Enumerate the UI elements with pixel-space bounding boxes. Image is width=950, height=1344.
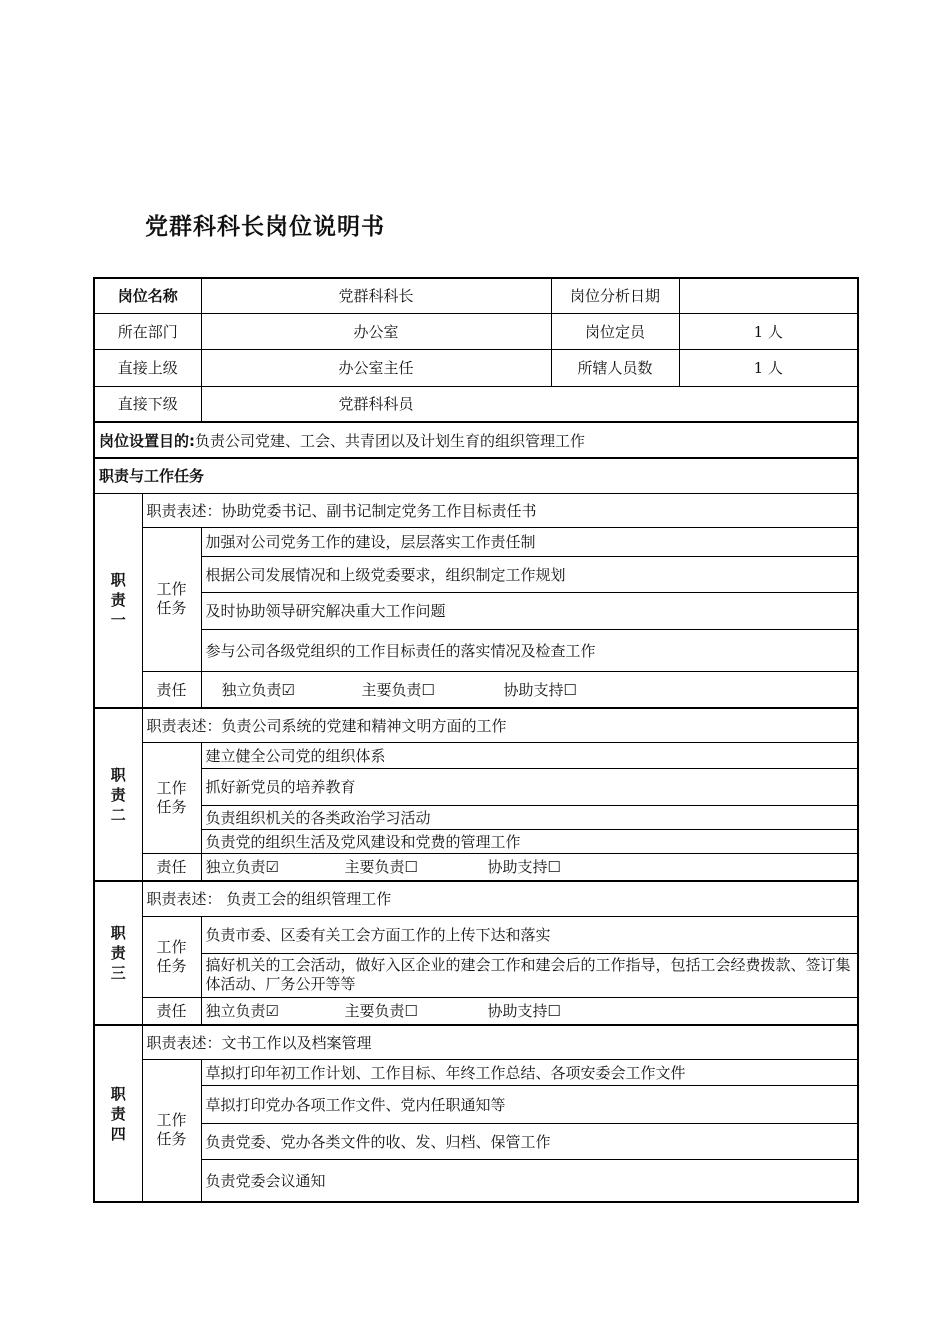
option-independent: 独立负责☑ — [205, 1002, 279, 1021]
duty-2-statement: 职责表述：负责公司系统的党建和精神文明方面的工作 — [142, 708, 858, 742]
duty-3-statement: 职责表述： 负责工会的组织管理工作 — [142, 881, 858, 916]
duty-3-work-task-label: 工作任务 — [142, 916, 201, 997]
staff-count-label: 所辖人员数 — [551, 349, 679, 386]
task-item: 搞好机关的工会活动，做好入区企业的建会工作和建会后的工作指导，包括工会经费拨款、签订集体活动、厂务公开等等 — [201, 953, 858, 997]
duty-3-responsibility-options — [201, 997, 858, 1025]
duty-3-responsibility-label: 责任 — [142, 997, 201, 1025]
task-item: 参与公司各级党组织的工作目标责任的落实情况及检查工作 — [201, 629, 858, 671]
duty-1-work-task-label: 工作任务 — [142, 527, 201, 671]
option-assist: 协助支持☐ — [487, 858, 561, 877]
task-item: 及时协助领导研究解决重大工作问题 — [201, 592, 858, 629]
option-independent: 独立负责☑ — [205, 858, 279, 877]
department-value: 办公室 — [201, 313, 551, 349]
duty-2-label: 职责二 — [94, 708, 142, 881]
task-item: 建立健全公司党的组织体系 — [201, 742, 858, 768]
subordinate-value: 党群科科员 — [201, 386, 858, 422]
duties-header: 职责与工作任务 — [94, 458, 858, 493]
duty-1-label: 职责一 — [94, 493, 142, 708]
duty-4-statement: 职责表述：文书工作以及档案管理 — [142, 1025, 858, 1059]
task-item: 草拟打印党办各项工作文件、党内任职通知等 — [201, 1085, 858, 1123]
duty-2-responsibility-options — [201, 853, 858, 881]
duty-3-label: 职责三 — [94, 881, 142, 1025]
headcount-label: 岗位定员 — [551, 313, 679, 349]
task-item: 负责党委会议通知 — [201, 1159, 858, 1202]
subordinate-label: 直接下级 — [94, 386, 201, 422]
position-name-value: 党群科科长 — [201, 278, 551, 313]
task-item: 抓好新党员的培养教育 — [201, 768, 858, 805]
task-item: 加强对公司党务工作的建设，层层落实工作责任制 — [201, 527, 858, 556]
department-label: 所在部门 — [94, 313, 201, 349]
duty-1-statement: 职责表述：协助党委书记、副书记制定党务工作目标责任书 — [142, 493, 858, 527]
task-item: 草拟打印年初工作计划、工作目标、年终工作总结、各项安委会工作文件 — [201, 1059, 858, 1085]
duty-1-responsibility-label: 责任 — [142, 671, 201, 708]
superior-label: 直接上级 — [94, 349, 201, 386]
duty-4-label: 职责四 — [94, 1025, 142, 1202]
duty-2-work-task-label: 工作任务 — [142, 742, 201, 853]
duty-4-work-task-label: 工作任务 — [142, 1059, 201, 1202]
task-item: 根据公司发展情况和上级党委要求，组织制定工作规划 — [201, 556, 858, 592]
headcount-value: 1 人 — [679, 313, 858, 349]
superior-value: 办公室主任 — [201, 349, 551, 386]
analysis-date-label: 岗位分析日期 — [551, 278, 679, 313]
purpose-label: 岗位设置目的: — [99, 431, 195, 450]
duty-1-responsibility-options — [201, 671, 858, 708]
analysis-date-value — [679, 278, 858, 313]
option-main: 主要负责☐ — [344, 858, 418, 877]
purpose-text: 负责公司党建、工会、共青团以及计划生育的组织管理工作 — [195, 431, 586, 450]
task-item: 负责组织机关的各类政治学习活动 — [201, 805, 858, 829]
position-name-label: 岗位名称 — [94, 278, 201, 313]
task-item: 负责党委、党办各类文件的收、发、归档、保管工作 — [201, 1123, 858, 1159]
duty-2-responsibility-label: 责任 — [142, 853, 201, 881]
page-title: 党群科科长岗位说明书 — [145, 214, 385, 240]
job-description-table — [93, 277, 857, 1203]
option-main: 主要负责☐ — [344, 1002, 418, 1021]
option-assist: 协助支持☐ — [503, 680, 577, 699]
option-assist: 协助支持☐ — [487, 1002, 561, 1021]
purpose-row — [94, 422, 858, 458]
option-main: 主要负责☐ — [361, 680, 435, 699]
option-independent: 独立负责☑ — [221, 680, 295, 699]
task-item: 负责党的组织生活及党风建设和党费的管理工作 — [201, 829, 858, 853]
task-item: 负责市委、区委有关工会方面工作的上传下达和落实 — [201, 916, 858, 953]
staff-count-value: 1 人 — [679, 349, 858, 386]
